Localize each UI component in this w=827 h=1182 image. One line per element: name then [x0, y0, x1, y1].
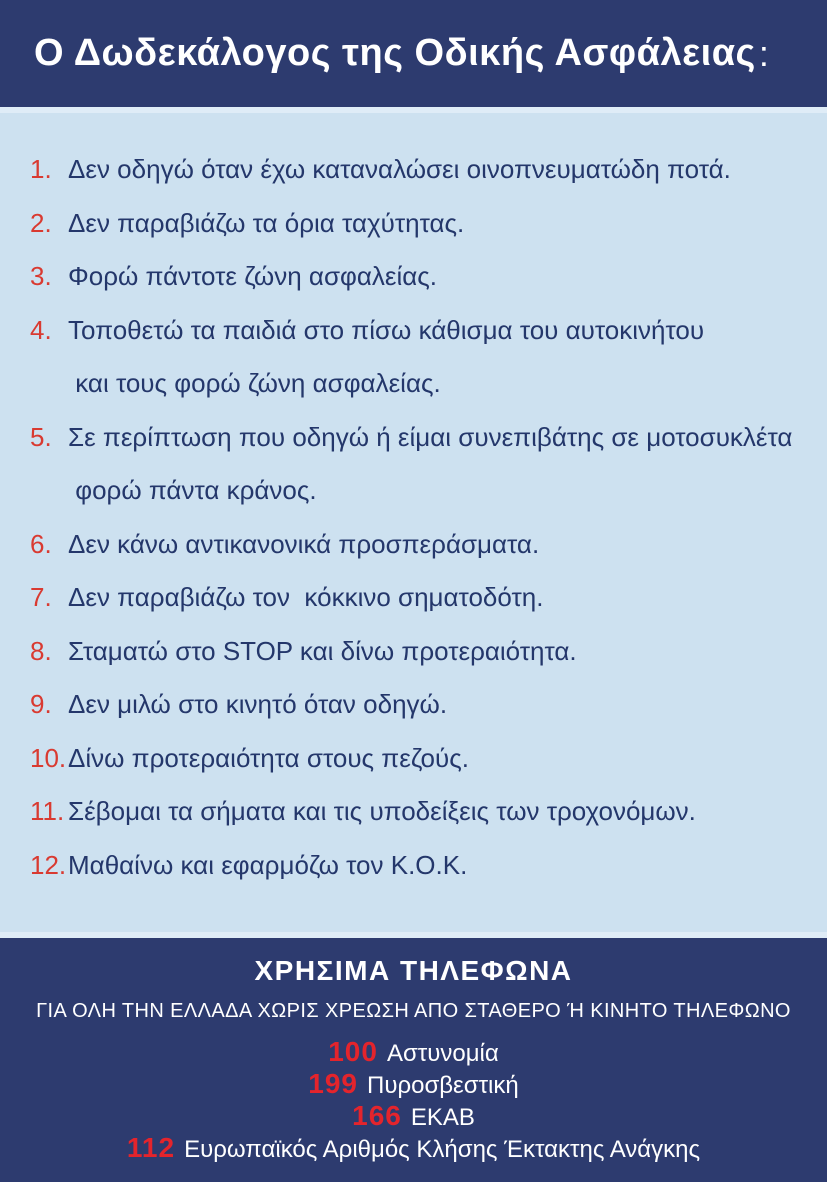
rule-row-3 — [0, 250, 827, 304]
phone-label: Ευρωπαϊκός Αριθμός Κλήσης Έκτακτης Ανάγκης — [184, 1136, 701, 1163]
divider-strip-bottom — [0, 932, 827, 938]
rule-row-1 — [0, 143, 827, 197]
rule-row-5 — [0, 411, 827, 465]
divider-strip-top — [0, 107, 827, 113]
phones-subtitle: ΓΙΑ ΟΛΗ ΤΗΝ ΕΛΛΑΔΑ ΧΩΡΙΣ ΧΡΕΩΣΗ ΑΠΟ ΣΤΑΘΕΡΟ Ή ΚΙΝΗΤΟ ΤΗΛΕΦΩΝΟ — [36, 1000, 791, 1022]
rule-text: Δίνω προτεραιότητα στους πεζούς. — [68, 742, 469, 773]
rule-number: 9. — [30, 689, 52, 720]
rule-text: και τους φορώ ζώνη ασφαλείας. — [68, 368, 441, 399]
rule-text: Σέβομαι τα σήματα και τις υποδείξεις των τροχονόμων. — [68, 796, 696, 827]
phone-label: Πυροσβεστική — [366, 1072, 519, 1099]
rule-row-4-continuation — [0, 357, 827, 411]
phone-number: 112 — [126, 1132, 176, 1163]
rule-text: Φορώ πάντοτε ζώνη ασφαλείας. — [68, 261, 438, 292]
rule-number: 8. — [30, 635, 52, 666]
rule-number: 12. — [30, 849, 67, 880]
rule-text: Δεν παραβιάζω τα όρια ταχύτητας. — [68, 207, 465, 238]
phone-number: 100 — [328, 1036, 378, 1067]
rule-row-9 — [0, 678, 827, 732]
rule-number: 1. — [30, 154, 52, 185]
rule-text: Μαθαίνω και εφαρμόζω τον Κ.Ο.Κ. — [68, 849, 468, 880]
rule-row-12 — [0, 839, 827, 893]
rule-row-2 — [0, 197, 827, 251]
rules-body — [0, 107, 827, 938]
phone-number: 166 — [352, 1100, 402, 1131]
rule-text: Σταματώ στο STOP και δίνω προτεραιότητα. — [68, 635, 577, 666]
rule-row-7 — [0, 571, 827, 625]
rule-number: 11. — [30, 796, 65, 827]
header-band — [0, 0, 827, 107]
phone-entry-european-emergency — [0, 1132, 827, 1164]
phones-section — [0, 938, 827, 1182]
rule-number: 7. — [30, 582, 52, 613]
rule-number: 10. — [30, 742, 67, 773]
phone-entry-police — [0, 1036, 827, 1068]
rule-text: Δεν μιλώ στο κινητό όταν οδηγώ. — [68, 689, 448, 720]
phone-number: 199 — [308, 1068, 358, 1099]
rule-row-11 — [0, 785, 827, 839]
rule-row-6 — [0, 518, 827, 572]
phones-heading: ΧΡΗΣΙΜΑ ΤΗΛΕΦΩΝΑ — [254, 955, 573, 986]
rule-text: Σε περίπτωση που οδηγώ ή είμαι συνεπιβάτης σε μοτοσυκλέτα — [68, 421, 793, 452]
rule-number: 6. — [30, 528, 52, 559]
rule-row-10 — [0, 732, 827, 786]
page-title: Ο Δωδεκάλογος της Οδικής Ασφάλειας — [34, 32, 756, 74]
phone-entry-fire-brigade — [0, 1068, 827, 1100]
rule-row-5-continuation — [0, 464, 827, 518]
rule-row-4 — [0, 304, 827, 358]
rule-number: 3. — [30, 261, 52, 292]
rule-row-8 — [0, 625, 827, 679]
rule-text: Δεν οδηγώ όταν έχω καταναλώσει οινοπνευματώδη ποτά. — [68, 154, 731, 185]
rule-number: 4. — [30, 314, 52, 345]
phone-label: ΕΚΑΒ — [410, 1104, 475, 1131]
rule-number: 2. — [30, 207, 52, 238]
rule-text: φορώ πάντα κράνος. — [68, 475, 317, 506]
page-title-colon: : — [758, 32, 769, 74]
rule-number: 5. — [30, 421, 52, 452]
rule-text: Δεν παραβιάζω τον κόκκινο σηματοδότη. — [68, 582, 544, 613]
rules-list — [0, 107, 827, 892]
phone-label: Αστυνομία — [386, 1040, 499, 1067]
rule-text: Τοποθετώ τα παιδιά στο πίσω κάθισμα του αυτοκινήτου — [68, 314, 705, 345]
rule-text: Δεν κάνω αντικανονικά προσπεράσματα. — [68, 528, 540, 559]
phone-entry-ekab — [0, 1100, 827, 1132]
